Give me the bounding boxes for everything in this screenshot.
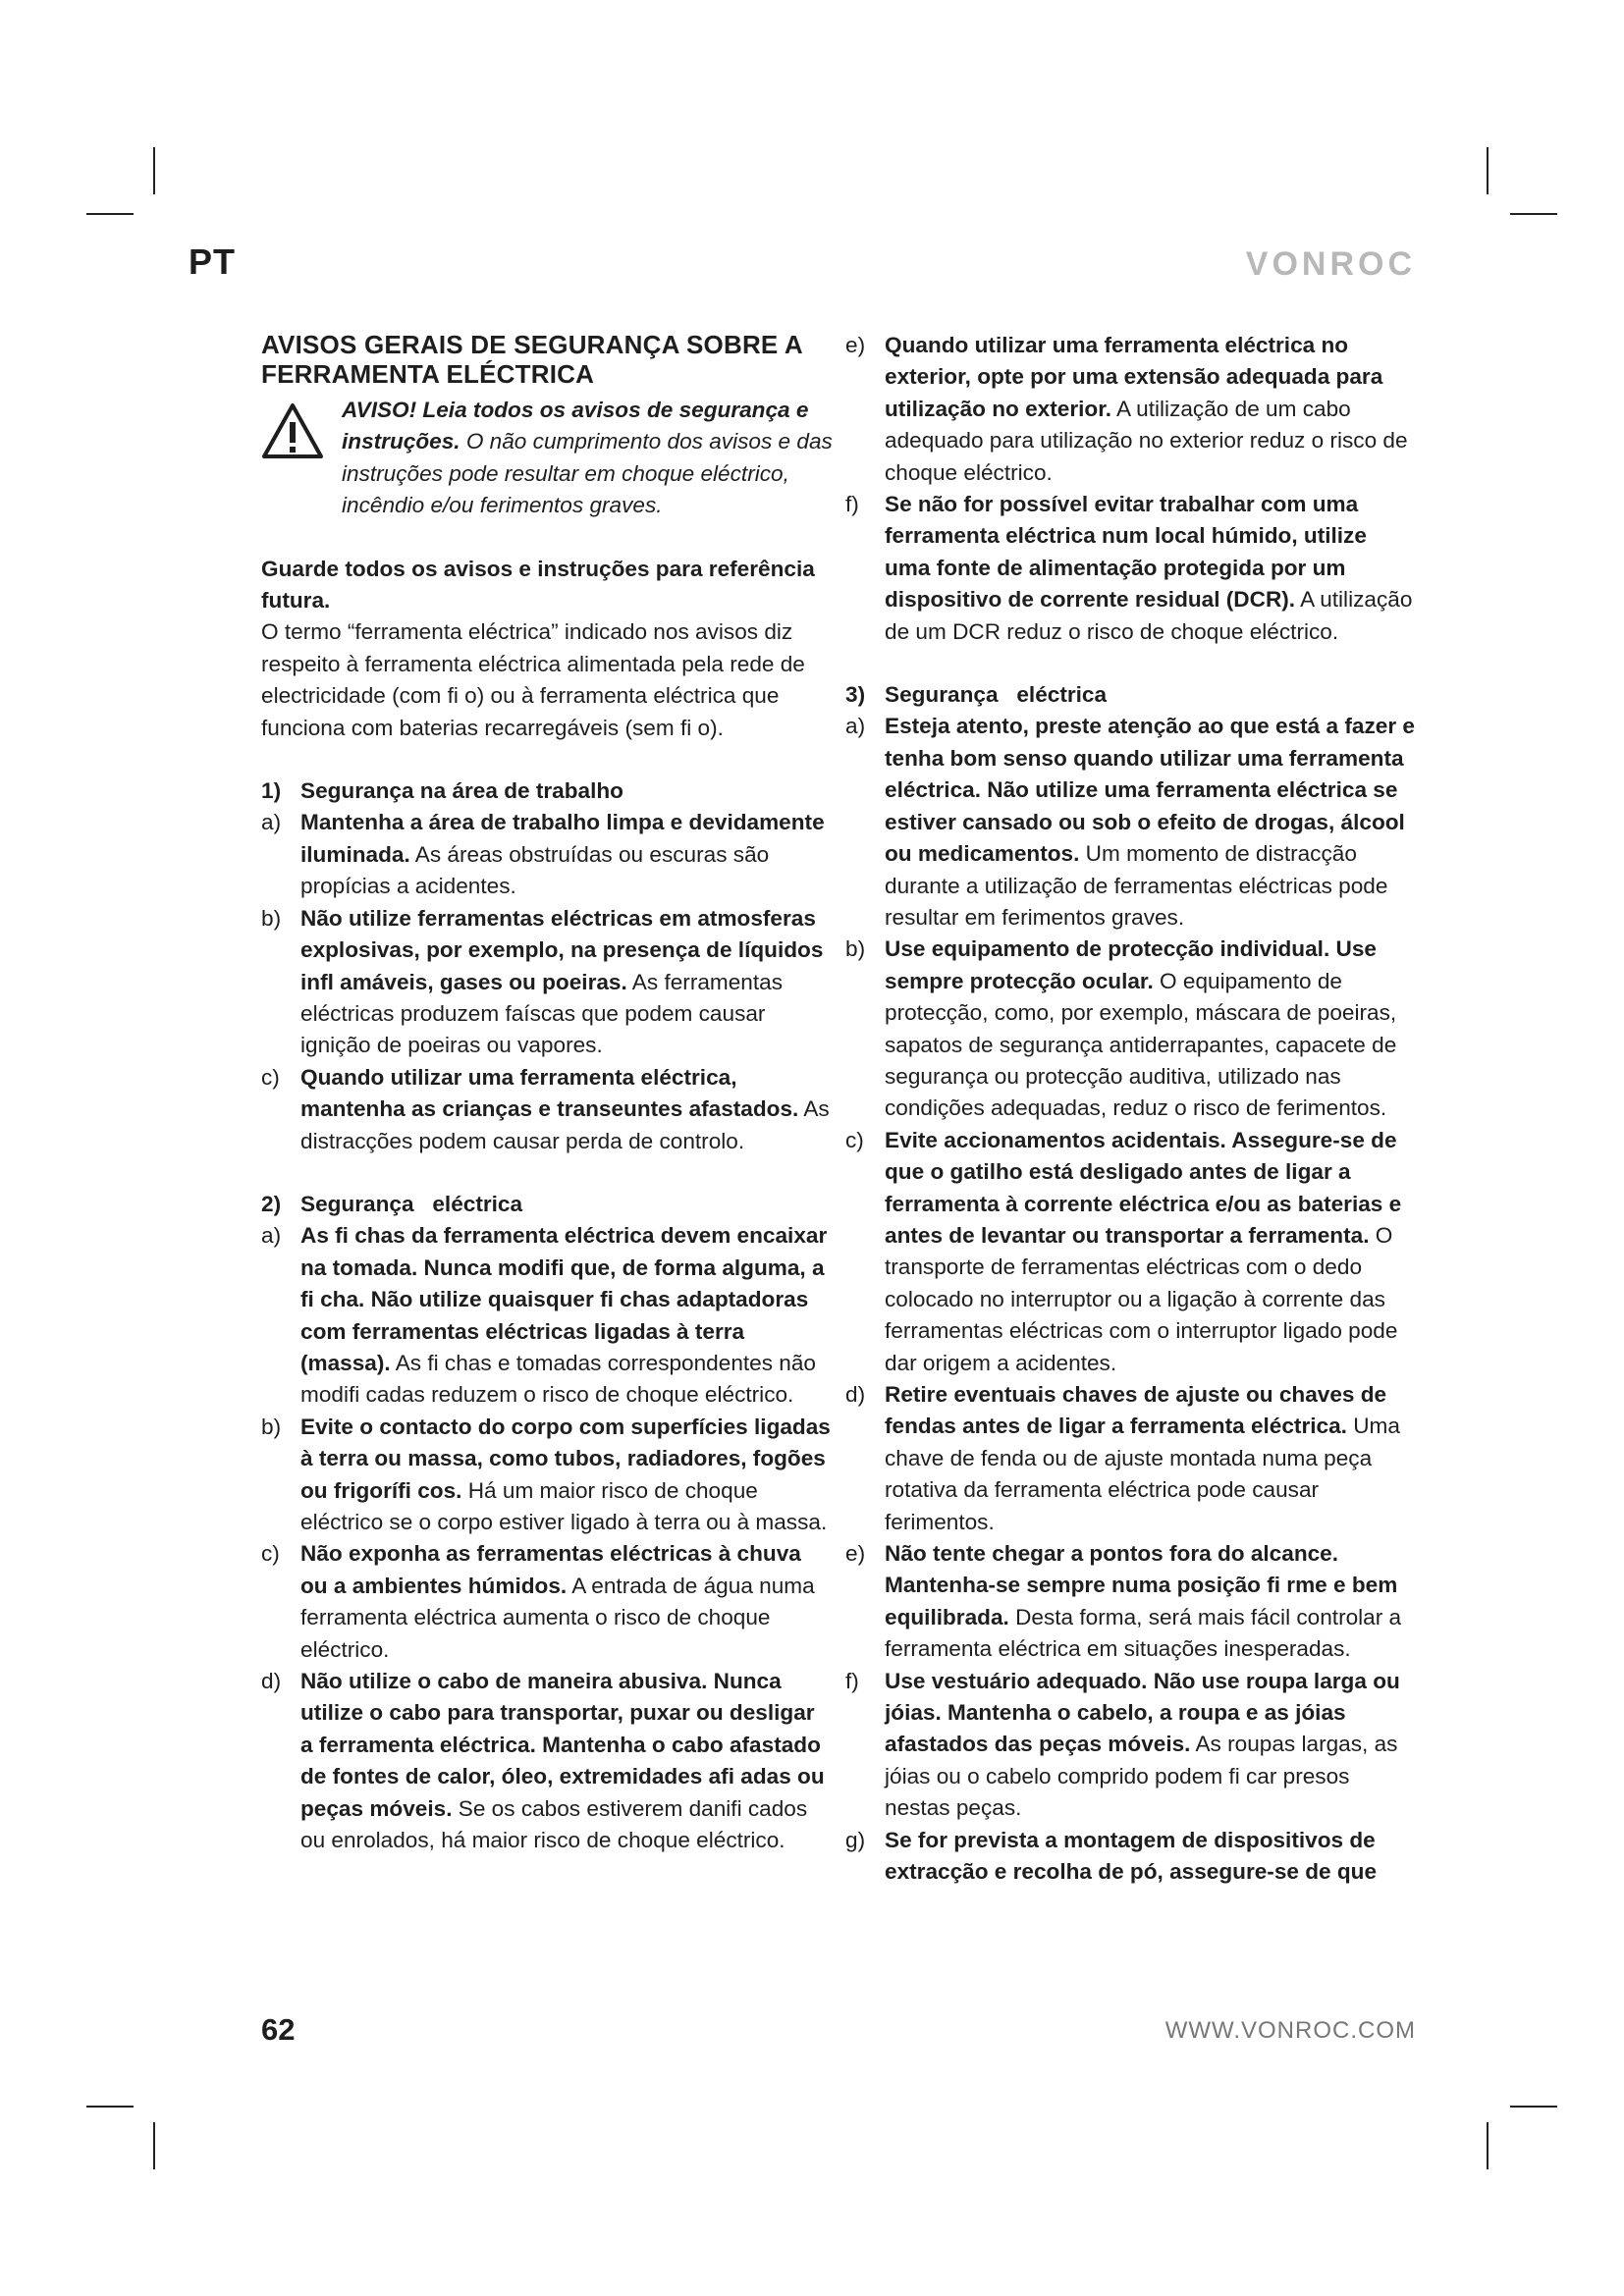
- warning-bold: AVISO! Leia todos os avisos de segurança e instruções.: [342, 398, 809, 454]
- list-item: a) As fi chas da ferramenta eléctrica devem encaixar na tomada. Nunca modifi que, de forma alguma, a fi cha. Não utilize quaisquer fi chas adaptadoras com ferramentas eléctricas ligadas à terra (massa). As fi chas e tomadas correspondentes não modifi cadas reduzem o risco de choque eléctrico.: [261, 1223, 828, 1408]
- section-title: AVISOS GERAIS DE SEGURANÇA SOBRE A FERRAMENTA ELÉCTRICA: [261, 330, 802, 389]
- crop-mark: [86, 213, 134, 215]
- crop-mark: [153, 147, 155, 194]
- website-url: WWW.VONROC.COM: [1164, 2017, 1416, 2044]
- keep-instructions: Guarde todos os avisos e instruções para referência futura.: [261, 556, 815, 614]
- list-item: d) Não utilize o cabo de maneira abusiva. Nunca utilize o cabo para transportar, puxar ou desligar a ferramenta eléctrica. Mantenha o cabo afastado de fontes de calor, óleo, extremidades afi adas ou peças móveis. Se os cabos estiverem danifi cados ou enrolados, há maior risco de choque eléctrico.: [261, 1669, 825, 1853]
- list-item: c) Quando utilizar uma ferramenta eléctrica, mantenha as crianças e transeuntes afastados. As distracções podem causar perda de controlo.: [261, 1064, 830, 1153]
- list-item: g) Se for prevista a montagem de dispositivos de extracção e recolha de pó, assegure-se de que: [845, 1827, 1378, 1885]
- warning-block: [261, 395, 833, 522]
- language-code: PT: [189, 241, 237, 282]
- list-item: e) Não tente chegar a pontos fora do alcance. Mantenha-se sempre numa posição fi rme e bem equilibrada. Desta forma, será mais fácil controlar a ferramenta eléctrica em situações inesperadas.: [845, 1541, 1402, 1662]
- crop-mark: [153, 2122, 155, 2169]
- list-item: d) Retire eventuais chaves de ajuste ou chaves de fendas antes de ligar a ferramenta eléctrica. Uma chave de fenda ou de ajuste montada numa peça rotativa da ferramenta eléctrica pode causar ferimentos.: [845, 1382, 1400, 1534]
- list-item: b) Evite o contacto do corpo com superfícies ligadas à terra ou massa, como tubos, radiadores, fogões ou frigorífi cos. Há um maior risco de choque eléctrico se o corpo estiver ligado à terra ou à massa.: [261, 1414, 831, 1534]
- crop-mark: [1510, 2106, 1557, 2108]
- list-item: b) Não utilize ferramentas eléctricas em atmosferas explosivas, por exemplo, na presença de líquidos infl amáveis, gases ou poeiras. As ferramentas eléctricas produzem faíscas que podem causar ignição de poeiras ou vapores.: [261, 905, 824, 1058]
- list-item: c) Evite accionamentos acidentais. Assegure-se de que o gatilho está desligado antes de ligar a ferramenta à corrente eléctrica e/ou as baterias e antes de levantar ou transportar a ferramenta. O transporte de ferramentas eléctricas com o dedo colocado no interruptor ou a ligação à corrente das ferramentas eléctricas com o interruptor ligado pode dar origem a acidentes.: [845, 1127, 1402, 1375]
- crop-mark: [1487, 2122, 1489, 2169]
- crop-mark: [86, 2106, 134, 2108]
- section-1-heading: 1) Segurança na área de trabalho: [261, 778, 623, 804]
- section-3-heading: 3) Segurança eléctrica: [845, 682, 1108, 708]
- warning-text: O não cumprimento dos avisos e das instruções pode resultar em choque eléctrico, incêndio e/ou ferimentos graves.: [342, 429, 833, 518]
- list-item: c) Não exponha as ferramentas eléctricas à chuva ou a ambientes húmidos. A entrada de água numa ferramenta eléctrica aumenta o risco de choque eléctrico.: [261, 1541, 815, 1662]
- list-item: e) Quando utilizar uma ferramenta eléctrica no exterior, opte por uma extensão adequada para utilização no exterior. A utilização de um cabo adequado para utilização no exterior reduz o risco de choque eléctrico.: [845, 333, 1408, 485]
- right-column: [845, 330, 1415, 1889]
- left-column: [261, 330, 833, 1856]
- list-item: b) Use equipamento de protecção individual. Use sempre protecção ocular. O equipamento de protecção, como, por exemplo, máscara de poeiras, sapatos de segurança antiderrapantes, capacete de segurança ou protecção auditiva, utilizado nas condições adequadas, reduz o risco de ferimentos.: [845, 936, 1397, 1121]
- list-item: a) Mantenha a área de trabalho limpa e devidamente iluminada. As áreas obstruídas ou escuras são propícias a acidentes.: [261, 810, 825, 899]
- list-item: f) Use vestuário adequado. Não use roupa larga ou jóias. Mantenha o cabelo, a roupa e as jóias afastados das peças móveis. As roupas largas, as jóias ou o cabelo comprido podem fi car presos nestas peças.: [845, 1668, 1400, 1821]
- crop-mark: [1487, 147, 1489, 194]
- list-item: f) Se não for possível evitar trabalhar com uma ferramenta eléctrica num local húmido, utilize uma fonte de alimentação protegida por um dispositivo de corrente residual (DCR). A utilização de um DCR reduz o risco de choque eléctrico.: [845, 492, 1413, 644]
- page-number: 62: [261, 2012, 296, 2047]
- warning-triangle-icon: [261, 402, 324, 459]
- brand-logo: VONROC: [1245, 245, 1416, 283]
- crop-mark: [1510, 213, 1557, 215]
- list-item: a) Esteja atento, preste atenção ao que está a fazer e tenha bom senso quando utilizar uma ferramenta eléctrica. Não utilize uma ferramenta eléctrica se estiver cansado ou sob o efeito de drogas, álcool ou medicamentos. Um momento de distracção durante a utilização de ferramentas eléctricas pode resultar em ferimentos graves.: [845, 714, 1415, 930]
- term-definition: O termo “ferramenta eléctrica” indicado nos avisos diz respeito à ferramenta eléctrica alimentada pela rede de electricidade (com fi o) ou à ferramenta eléctrica que funciona com baterias recarregáveis (sem fi o).: [261, 619, 805, 740]
- section-2-heading: 2) Segurança eléctrica: [261, 1191, 523, 1216]
